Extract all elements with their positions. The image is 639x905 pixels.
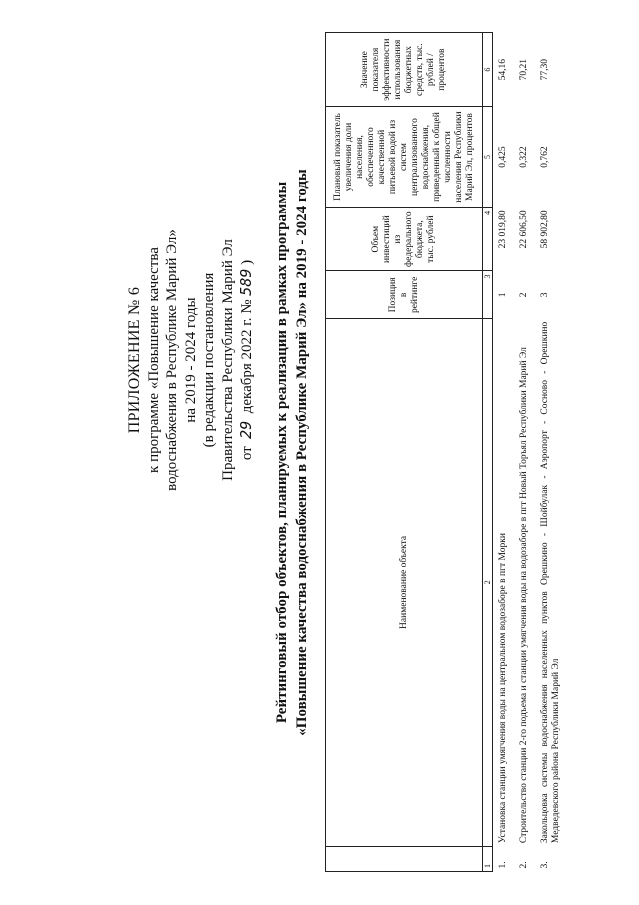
column-number: 4 <box>483 207 493 271</box>
row-number: 3. <box>540 861 550 869</box>
column-number: 1 <box>483 846 493 871</box>
row-volume: 58 902,80 <box>540 210 550 249</box>
document-title-line: «Повышение качества водоснабжения в Республике Марий Эл» на 2019 - 2024 годы <box>294 169 310 736</box>
annex-date-prefix: от <box>239 446 255 461</box>
row-efficiency: 54,16 <box>498 58 508 81</box>
column-number: 6 <box>483 33 493 107</box>
column-number: 2 <box>483 319 493 846</box>
table-row <box>514 33 535 872</box>
header-cell-indicator: Плановый показатель увеличения доли населения, обеспеченного качественной питьевой водой из систем централизованного водоснабжения, приведенный к общей численности населения Республики Марий Эл, процентов <box>326 107 483 208</box>
table-row <box>493 33 515 872</box>
rating-table <box>325 32 567 872</box>
annex-title: ПРИЛОЖЕНИЕ № 6 <box>126 286 143 434</box>
table-row <box>535 33 567 872</box>
annex-line: на 2019 - 2024 годы <box>182 297 199 423</box>
table-header-row <box>326 33 483 872</box>
row-efficiency: 70,21 <box>519 58 529 81</box>
column-number: 5 <box>483 107 493 208</box>
row-number: 2. <box>519 861 529 869</box>
annex-date-day: 29 <box>237 420 255 439</box>
column-number-row <box>483 33 493 872</box>
header-cell-efficiency: Значение показателя эффективности использования бюджетных средств, тыс. рублей / процентов <box>326 33 483 107</box>
row-position: 1 <box>498 292 508 298</box>
row-object-name: Установка станции умягчения воды на центральном водозаборе в пгт Морки <box>498 533 508 844</box>
annex-line: к программе «Повышение качества <box>145 247 162 473</box>
annex-date-month: декабря 2022 г. № <box>239 299 255 414</box>
header-cell-name: Наименование объекта <box>326 319 483 846</box>
annex-date-suffix: ) <box>239 259 255 265</box>
annex-line: водоснабжения в Республике Марий Эл» <box>164 229 180 491</box>
document-title-line: Рейтинговый отбор объектов, планируемых к реализации в рамках программы <box>274 181 290 724</box>
annex-line: Правительства Республики Марий Эл <box>219 239 236 481</box>
annex-decree-number: 589 <box>237 268 255 296</box>
annex-date-line <box>237 150 257 570</box>
row-efficiency: 77,30 <box>540 58 550 81</box>
annex-line: (в редакции постановления <box>201 272 217 448</box>
row-position: 3 <box>540 292 550 298</box>
row-number: 1. <box>498 861 508 869</box>
row-object-name: Закольцовка системы водоснабжения населенных пунктов Орешкино - Шойбулак - Аэропорт - Сосново - Орешкино Медведевского района Республики Марий Эл <box>540 321 561 844</box>
document-title <box>272 20 312 885</box>
column-number: 3 <box>483 271 493 319</box>
header-cell-volume: Объем инвестиций из федерального бюджета, тыс. рублей <box>326 207 483 271</box>
row-volume: 23 019,80 <box>498 210 508 249</box>
annex-header <box>126 150 257 570</box>
header-cell-position: Позиция в рейтинге <box>326 271 483 319</box>
row-position: 2 <box>519 292 529 298</box>
row-indicator: 0,762 <box>540 146 550 168</box>
row-indicator: 0,322 <box>519 146 529 168</box>
row-indicator: 0,425 <box>498 146 508 168</box>
row-volume: 22 606,50 <box>519 210 529 249</box>
row-object-name: Строительство станции 2-го подъема и станции умягчения воды на водозаборе в пгт Новый Торъял Республики Марий Эл <box>519 347 529 844</box>
header-cell-empty <box>326 846 483 871</box>
